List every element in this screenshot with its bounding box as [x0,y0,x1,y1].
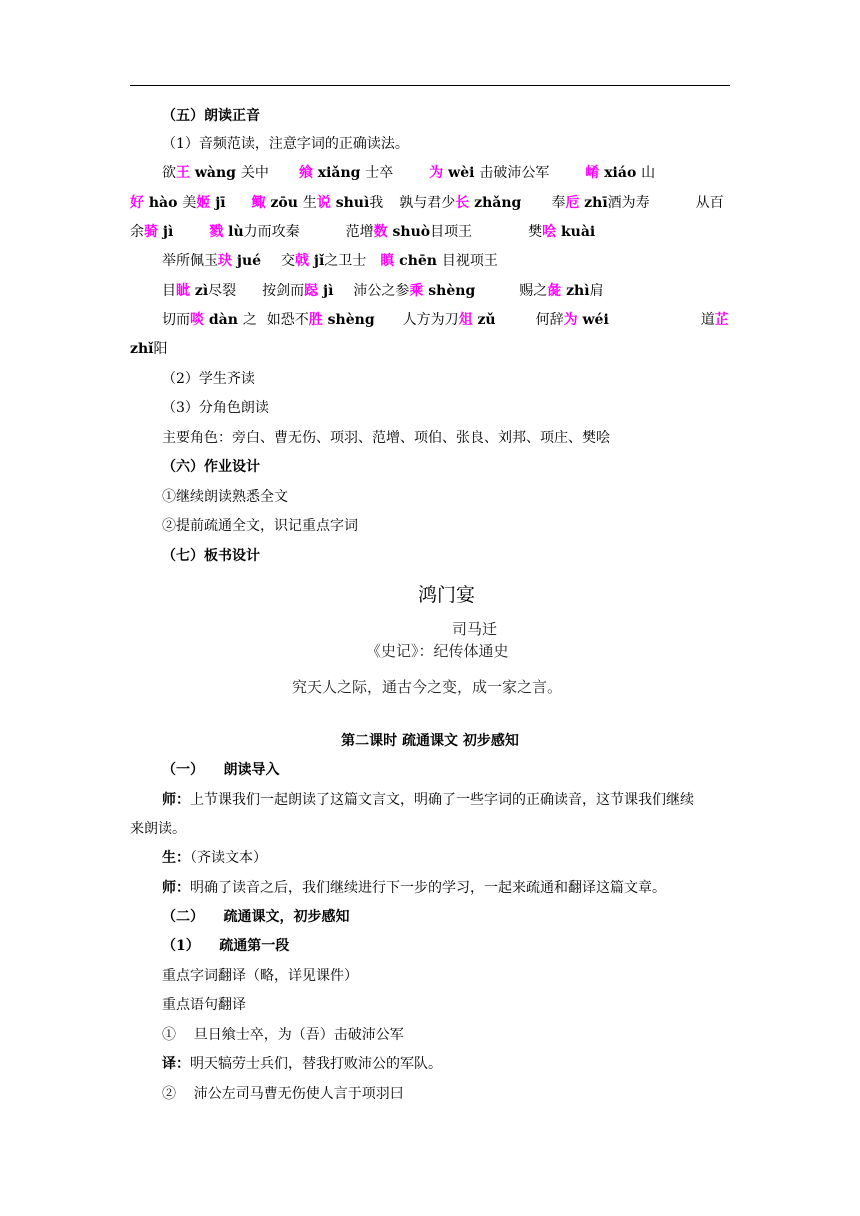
pron-item [299,163,393,183]
pron-char: 瞋 [380,253,395,269]
pron-char: 数 [373,224,388,240]
pron-text: 尽裂 [208,283,237,299]
pron-text: 美 [182,195,197,211]
homework-1: ①继续朗读熟悉全文 [162,489,288,505]
teacher-line-2 [162,878,666,898]
pron-item [403,310,496,330]
pron-text: 余 [130,224,144,240]
student-line [162,848,267,868]
pron-char: 姬 [196,195,211,211]
pron-text: 沛公之参 [353,283,410,299]
pron-char: 崤 [585,165,600,181]
step-1: （1）音频范读，注意字词的正确读法。 [162,136,409,152]
pron-char: 哙 [542,224,557,240]
pinyin: wàng [190,165,241,181]
header-rule [130,85,730,86]
pinyin: hào [144,195,183,211]
pron-item [317,193,383,213]
section-heading-7: （七）板书设计 [162,548,260,564]
pinyin: jì [318,283,334,299]
pinyin: xiǎng [312,165,366,181]
pron-text: 赐之 [519,283,548,299]
pron-text: 按剑而 [262,283,305,299]
board-author: 司马迁 [452,620,498,638]
pinyin: xiáo [599,165,642,181]
pron-char: 为 [429,165,444,181]
step-2: （2）学生齐读 [162,371,255,387]
pron-char: 王 [176,165,190,181]
pinyin: wéi [577,312,609,328]
pron-item [551,193,649,213]
pron-text: 交 [281,253,296,269]
translation-label: 译： [162,1056,190,1072]
pinyin: shuò [387,224,431,240]
pron-item [162,251,261,271]
sentence-2: ② 沛公左司马曹无伤使人言于项羽曰 [162,1086,404,1102]
pron-char: 长 [455,195,470,211]
pron-char: 啖 [190,312,204,328]
pron-row-3 [130,222,595,242]
pron-char: 跽 [304,283,319,299]
pron-text: 关中 [240,165,269,181]
pinyin: zhī [579,195,608,211]
pron-text: 范增 [345,224,374,240]
pron-char: 彘 [547,283,562,299]
pron-text: 之 [242,312,257,328]
pron-text: 目项王 [430,224,473,240]
pron-text: 士卒 [365,165,394,181]
main-roles: 主要角色：旁白、曹无伤、项羽、范增、项伯、张良、刘邦、项庄、樊哙 [162,430,610,446]
lesson-2-title: 第二课时 疏通课文 初步感知 [341,733,519,749]
board-book: 《史记》：纪传体通史 [366,642,509,660]
pron-row-6 [162,310,729,330]
pinyin: zhǎng [469,195,522,211]
translation-1 [162,1054,442,1074]
pinyin: shèng [322,312,375,328]
pron-item [528,222,595,242]
pron-char: 俎 [458,312,473,328]
pron-item [162,310,257,330]
pron-item [162,281,236,301]
pron-char: 芷 [714,312,729,328]
pron-item [399,193,521,213]
speech: 明确了读音之后，我们继续进行下一步的学习，一起来疏通和翻译这篇文章。 [190,880,666,896]
pron-char: 乘 [409,283,424,299]
pinyin: shèng [423,283,476,299]
pron-item [346,222,472,242]
pinyin: jǐ [309,253,325,269]
pron-item [696,193,724,213]
speech: 上节课我们一起朗读了这篇文言文，明确了一些字词的正确读音，这节课我们继续 [190,792,694,808]
pinyin: zì [190,283,209,299]
pron-text: 何辞 [535,312,564,328]
pinyin: jī [210,195,226,211]
subsection-1: （一） 朗读导入 [162,762,280,778]
pron-row-7 [130,339,167,359]
pinyin: zhì [561,283,590,299]
speaker-label: 师： [162,880,190,896]
pron-text: 切而 [162,312,190,328]
pron-text: 力而攻秦 [243,224,300,240]
pinyin: lù [223,224,244,240]
pron-item [585,163,655,183]
key-words: 重点字词翻译（略，详见课件） [162,968,358,984]
pron-item [209,222,299,242]
pron-char: 戟 [295,253,310,269]
pron-item [162,163,269,183]
pron-item [281,251,366,271]
section-heading-5: （五）朗读正音 [162,108,260,124]
pron-text: 山 [641,165,656,181]
pron-item [252,193,317,213]
pron-char: 戮 [209,224,224,240]
pinyin: jì [158,224,174,240]
pinyin: dàn [204,312,243,328]
pinyin: wèi [443,165,480,181]
pron-text: 目视项王 [441,253,498,269]
pron-char: 卮 [565,195,580,211]
pron-text: 酒为寿 [607,195,650,211]
pron-item [262,281,333,301]
pron-char: 为 [563,312,578,328]
subsection-3: （1） 疏通第一段 [162,938,290,954]
pron-item [196,193,225,213]
pron-item [267,310,375,330]
pinyin: shuì [330,195,370,211]
step-3: （3）分角色朗读 [162,400,269,416]
pron-text: 如恐不 [266,312,309,328]
pron-text: 人方为刀 [402,312,459,328]
speaker-label: 师： [162,792,190,808]
pron-text: 举所佩玉 [162,253,218,269]
speaker-label: 生： [162,850,190,866]
board-title: 鸿门宴 [418,584,476,606]
section-heading-6: （六）作业设计 [162,459,260,475]
pron-text: 目 [162,283,176,299]
pinyin: zōu [265,195,303,211]
pron-item [380,251,498,271]
teacher-line-1b: 来朗读。 [130,821,186,837]
pron-row-4 [162,251,498,271]
pron-item [130,193,196,213]
sentence-1: ① 旦日飨士卒，为（吾）击破沛公军 [162,1027,404,1043]
pron-text: 之卫士 [324,253,367,269]
teacher-line-1a [162,790,694,810]
pron-text: 孰与君少 [399,195,456,211]
pron-text: 击破沛公军 [479,165,550,181]
pron-item [429,163,549,183]
subsection-2: （二） 疏通课文，初步感知 [162,909,350,925]
pron-char: 鲰 [251,195,266,211]
pron-item [536,310,609,330]
pron-text: 樊 [528,224,543,240]
board-quote: 究天人之际，通古今之变，成一家之言。 [292,678,563,696]
translation-text: 明天犒劳士兵们，替我打败沛公的军队。 [190,1056,442,1072]
pron-row-2 [130,193,724,213]
homework-2: ②提前疏通全文，识记重点字词 [162,518,358,534]
pinyin: kuài [556,224,596,240]
pron-text: 肩 [589,283,604,299]
pinyin: chēn [394,253,442,269]
pron-text: 奉 [551,195,566,211]
pron-char: 骑 [144,224,158,240]
pron-char: 胜 [308,312,323,328]
pron-item [519,281,603,301]
pron-char: 眦 [176,283,190,299]
pron-char: 飨 [298,165,313,181]
pron-text: 从百 [695,195,724,211]
pron-char: 好 [130,195,144,211]
pron-row-5 [162,281,604,301]
pron-char: 玦 [218,253,232,269]
pinyin: zhǐ [130,341,154,357]
pron-row-1 [162,163,655,183]
pron-text: 道 [700,312,715,328]
pron-text: 我 [369,195,384,211]
pinyin: zǔ [472,312,496,328]
speech: （齐读文本） [190,850,267,866]
key-sentences: 重点语句翻译 [162,997,246,1013]
hanzi: 阳 [153,341,168,357]
pron-item [130,222,173,242]
pinyin: jué [232,253,262,269]
pron-item [353,281,475,301]
pron-item [701,310,729,330]
pron-text: 欲 [162,165,176,181]
pron-char: 说 [316,195,331,211]
pron-text: 生 [302,195,317,211]
